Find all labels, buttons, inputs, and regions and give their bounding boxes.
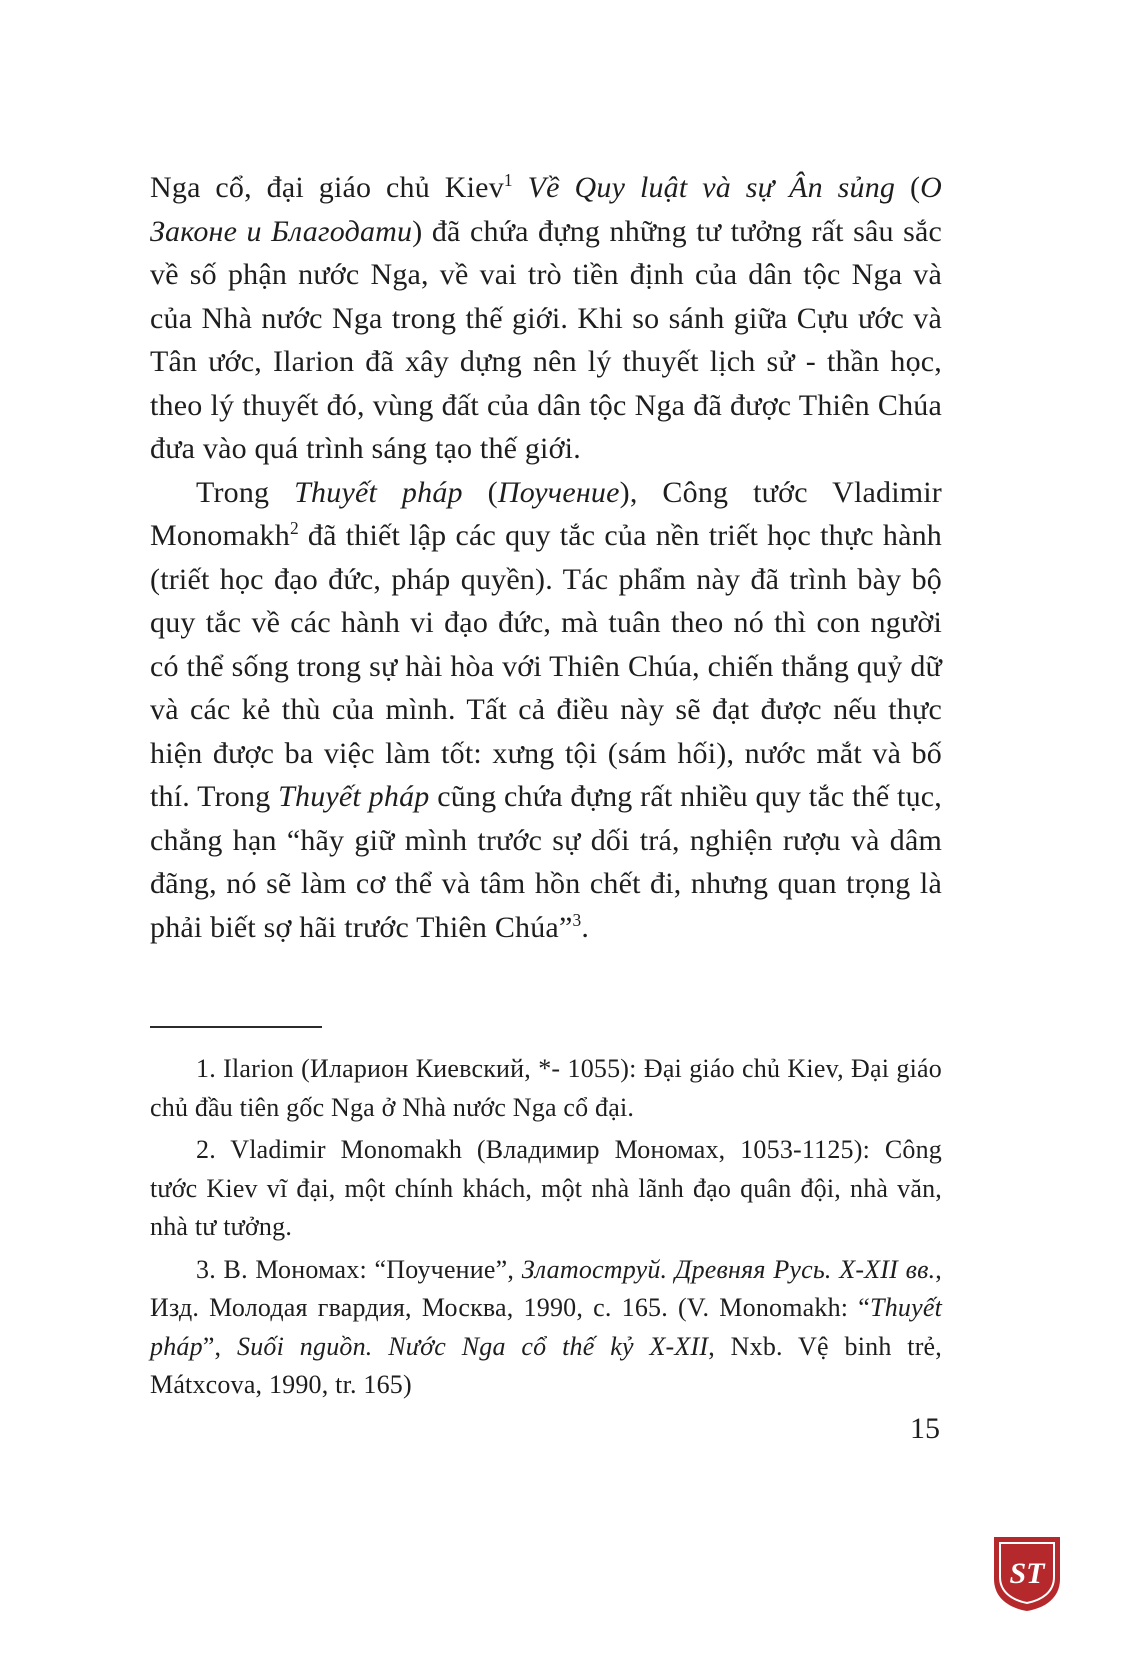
footnotes-block — [150, 1050, 942, 1409]
body-paragraph: Trong Thuyết pháp (Поучение), Công tước Vladimir Monomakh$^2$ đã thiết lập các quy tắc của nền triết học thực hành (triết học đạo đức, pháp quyền). Tác phẩm này đã trình bày bộ quy tắc về các hành vi đạo đức, mà tuân theo nó thì con người có thể sống trong sự hài hòa với Thiên Chúa, chiến thắng quỷ dữ và các kẻ thù của mình. Tất cả điều này sẽ đạt được nếu thực hiện được ba việc làm tốt: xưng tội (sám hối), nước mắt và bố thí. Trong Thuyết pháp cũng chứa đựng rất nhiều quy tắc thế tục, chẳng hạn “hãy giữ mình trước sự dối trá, nghiện rượu và dâm đãng, nó sẽ làm cơ thể và tâm hồn chết đi, nhưng quan trọng là phải biết sợ hãi trước Thiên Chúa”$^3$. — [150, 475, 942, 944]
footnote: 3. В. Мономах: “Поучение”, Златоструй. Древняя Русь. X-XII вв., Изд. Молодая гвардия, Москва, 1990, с. 165. (V. Monomakh: “Thuyết pháp”, Suối nguồn. Nước Nga cổ thế kỷ X-XII, Nxb. Vệ binh trẻ, Mátxcova, 1990, tr. 165) — [150, 1254, 943, 1399]
publisher-logo — [990, 1534, 1064, 1614]
main-text-block — [150, 166, 942, 949]
footnote: 2. Vladimir Monomakh (Владимир Мономах, 1053-1125): Công tước Kiev vĩ đại, một chính khách, một nhà lãnh đạo quân đội, nhà văn, nhà tư tưởng. — [150, 1135, 942, 1241]
page-number: 15 — [910, 1412, 940, 1445]
body-paragraph: Nga cổ, đại giáo chủ Kiev$^1$ Về Quy luật và sự Ân sủng (О Законе и Благодати) đã chứa đựng những tư tưởng rất sâu sắc về số phận nước Nga, về vai trò tiền định của dân tộc Nga và của Nhà nước Nga trong thế giới. Khi so sánh giữa Cựu ước và Tân ước, Ilarion đã xây dựng nên lý thuyết lịch sử - thần học, theo lý thuyết đó, vùng đất của dân tộc Nga đã được Thiên Chúa đưa vào quá trình sáng tạo thế giới. — [150, 170, 943, 465]
footnote: 1. Ilarion (Иларион Киевский, *- 1055): Đại giáo chủ Kiev, Đại giáo chủ đầu tiên gốc Nga ở Nhà nước Nga cổ đại. — [150, 1054, 942, 1122]
footnote-separator — [150, 1026, 322, 1028]
logo-text: ST — [1009, 1557, 1045, 1590]
